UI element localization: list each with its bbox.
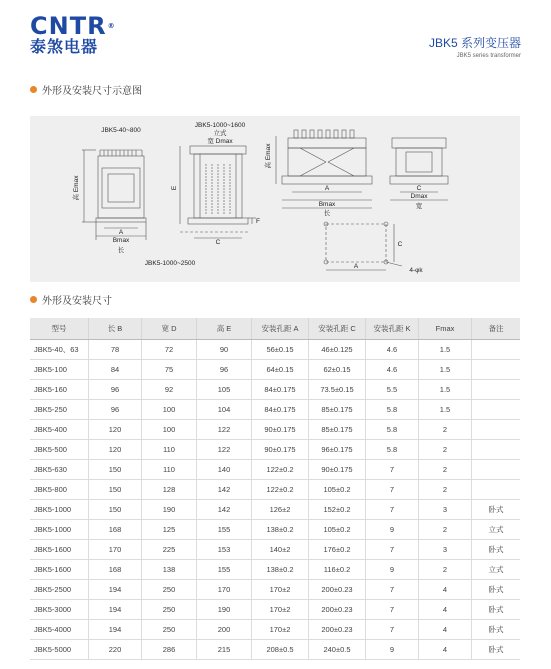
label-length-front: 长 (117, 247, 125, 254)
table-cell: 250 (142, 580, 197, 600)
col-header: 长 B (89, 318, 142, 340)
table-cell: 105±0.2 (309, 480, 366, 500)
table-cell: 7 (366, 580, 419, 600)
table-cell (472, 340, 521, 360)
table-row (30, 340, 520, 360)
table-cell: 92 (142, 380, 197, 400)
table-cell: 240±0.5 (309, 640, 366, 660)
table-cell: 122 (197, 420, 252, 440)
table-cell: 220 (89, 640, 142, 660)
table-header-row (30, 318, 520, 340)
table-cell: 215 (197, 640, 252, 660)
table-cell (472, 440, 521, 460)
table-row (30, 400, 520, 420)
table-row (30, 460, 520, 480)
label-width-dmax: 宽 Dmax (207, 138, 233, 145)
bullet-dot-icon (30, 86, 37, 93)
table-cell: 120 (89, 440, 142, 460)
table-row (30, 360, 520, 380)
table-cell: 84±0.175 (252, 400, 309, 420)
table-cell: 120 (89, 420, 142, 440)
table-cell: 116±0.2 (309, 560, 366, 580)
table-cell: 140±2 (252, 540, 309, 560)
table-cell: 200 (197, 620, 252, 640)
table-cell: 72 (142, 340, 197, 360)
section-table-heading (30, 292, 112, 307)
table-cell: 2 (419, 480, 472, 500)
table-row (30, 640, 520, 660)
label-a-front: A (118, 229, 124, 236)
table-cell (472, 420, 521, 440)
table-cell: JBK5-3000 (30, 600, 89, 620)
table-cell: 194 (89, 620, 142, 640)
table-cell: 168 (89, 560, 142, 580)
label-e-side: E (171, 185, 178, 191)
table-cell: JBK5-160 (30, 380, 89, 400)
label-length-top: 长 (323, 210, 331, 217)
registered-mark: ® (107, 22, 116, 30)
table-cell: 194 (89, 600, 142, 620)
label-f-side: F (256, 218, 260, 225)
table-cell: 126±2 (252, 500, 309, 520)
table-cell: 2 (419, 520, 472, 540)
table-row (30, 500, 520, 520)
col-header: 安装孔距 C (309, 318, 366, 340)
table-cell: 立式 (472, 560, 521, 580)
series-subtitle: JBK5 series transformer (456, 53, 521, 59)
table-cell: 62±0.15 (309, 360, 366, 380)
table-cell: 3 (419, 500, 472, 520)
dimension-diagram (30, 116, 520, 282)
table-cell: 1.5 (419, 380, 472, 400)
table-cell: JBK5-400 (30, 420, 89, 440)
table-row (30, 420, 520, 440)
table-row (30, 480, 520, 500)
table-cell: 140 (197, 460, 252, 480)
table-cell: JBK5-1600 (30, 560, 89, 580)
table-cell: 立式 (472, 520, 521, 540)
col-header: 高 E (197, 318, 252, 340)
table-cell: 190 (197, 600, 252, 620)
col-header: 安装孔距 A (252, 318, 309, 340)
col-header: 宽 D (142, 318, 197, 340)
table-cell: 250 (142, 620, 197, 640)
table-cell: 100 (142, 400, 197, 420)
table-cell: 150 (89, 500, 142, 520)
table-cell: 90±0.175 (309, 460, 366, 480)
table-cell: JBK5-630 (30, 460, 89, 480)
table-cell: 4.6 (366, 360, 419, 380)
table-cell: 84±0.175 (252, 380, 309, 400)
brand-logo (30, 14, 116, 56)
table-cell: 142 (197, 500, 252, 520)
table-cell: 176±0.2 (309, 540, 366, 560)
table-cell: 208±0.5 (252, 640, 309, 660)
table-cell: 7 (366, 500, 419, 520)
label-emax-top: 高 Emax (265, 143, 272, 169)
table-cell: JBK5-2500 (30, 580, 89, 600)
table-cell: 7 (366, 620, 419, 640)
table-cell: 128 (142, 480, 197, 500)
label-vertical: 立式 (213, 130, 227, 137)
table-cell: 200±0.23 (309, 600, 366, 620)
table-cell (472, 460, 521, 480)
label-hole-count: 4-φk (409, 267, 423, 274)
table-row (30, 600, 520, 620)
table-cell: 96 (197, 360, 252, 380)
table-cell: 170 (197, 580, 252, 600)
table-row (30, 440, 520, 460)
table-cell: 250 (142, 600, 197, 620)
terminal-row (294, 130, 354, 138)
table-cell: JBK5-1000 (30, 520, 89, 540)
table-cell: 9 (366, 560, 419, 580)
section-table-title: 外形及安装尺寸 (42, 296, 112, 307)
table-cell: 286 (142, 640, 197, 660)
table-cell: 90 (197, 340, 252, 360)
table-cell: 9 (366, 640, 419, 660)
label-emax-front: 高 Emax (73, 175, 80, 201)
bullet-dot-icon (30, 296, 37, 303)
table-cell (472, 480, 521, 500)
label-model-range-2: JBK5-1000~1600 (194, 122, 246, 129)
table-cell: 卧式 (472, 540, 521, 560)
table-cell: 73.5±0.15 (309, 380, 366, 400)
table-cell: 1.5 (419, 360, 472, 380)
col-header: 备注 (472, 318, 521, 340)
table-cell: 142 (197, 480, 252, 500)
table-cell: 96 (89, 380, 142, 400)
col-header: Fmax (419, 318, 472, 340)
table-cell: 2 (419, 560, 472, 580)
table-cell: 56±0.15 (252, 340, 309, 360)
table-cell: 190 (142, 500, 197, 520)
table-cell: 4 (419, 580, 472, 600)
table-cell: 9 (366, 520, 419, 540)
table-row (30, 580, 520, 600)
dimension-drawing (30, 116, 520, 282)
label-width-right: 宽 (415, 203, 423, 210)
table-row (30, 380, 520, 400)
table-cell: 125 (142, 520, 197, 540)
table-row (30, 540, 520, 560)
table-row (30, 560, 520, 580)
table-cell: 110 (142, 460, 197, 480)
series-title: JBK5 系列变压器 (428, 36, 521, 50)
table-cell: 78 (89, 340, 142, 360)
label-a-holes: A (353, 263, 359, 270)
table-cell: 90±0.175 (252, 440, 309, 460)
table-cell: 170±2 (252, 620, 309, 640)
table-cell: JBK5-1600 (30, 540, 89, 560)
table-cell: 170±2 (252, 600, 309, 620)
table-cell: 153 (197, 540, 252, 560)
table-cell: 122±0.2 (252, 460, 309, 480)
label-a-top: A (324, 185, 330, 192)
table-cell: 75 (142, 360, 197, 380)
table-cell: 卧式 (472, 580, 521, 600)
table-cell: 200±0.23 (309, 620, 366, 640)
table-cell: JBK5-800 (30, 480, 89, 500)
table-cell: 104 (197, 400, 252, 420)
label-dmax-right: Dmax (410, 193, 428, 200)
brand-name-cn: 泰煞电器 (30, 37, 99, 56)
table-cell: 200±0.23 (309, 580, 366, 600)
label-bmax-front: Bmax (112, 237, 130, 244)
table-cell: 4 (419, 640, 472, 660)
table-cell: 卧式 (472, 600, 521, 620)
table-cell: 3 (419, 540, 472, 560)
table-cell: 2 (419, 440, 472, 460)
col-header: 型号 (30, 318, 89, 340)
table-body (30, 340, 520, 660)
table-cell: 90±0.175 (252, 420, 309, 440)
label-c-right: C (416, 185, 422, 192)
table-cell (472, 400, 521, 420)
table-cell: 122±0.2 (252, 480, 309, 500)
table-cell: 85±0.175 (309, 400, 366, 420)
table-row (30, 620, 520, 640)
table-cell: 5.8 (366, 420, 419, 440)
label-c-side: C (215, 239, 221, 246)
table-cell: JBK5-500 (30, 440, 89, 460)
table-cell: 5.8 (366, 440, 419, 460)
table-cell: 64±0.15 (252, 360, 309, 380)
table-cell: 96±0.175 (309, 440, 366, 460)
table-cell: 4.6 (366, 340, 419, 360)
table-cell: 194 (89, 580, 142, 600)
brand-name-en: CNTR (30, 12, 107, 40)
table-cell: 105±0.2 (309, 520, 366, 540)
table-row (30, 520, 520, 540)
table-cell: 1.5 (419, 340, 472, 360)
col-header: 安装孔距 K (366, 318, 419, 340)
table-cell: 105 (197, 380, 252, 400)
table-cell: JBK5-4000 (30, 620, 89, 640)
table-cell: 7 (366, 460, 419, 480)
table-cell: 138 (142, 560, 197, 580)
table-cell: 1.5 (419, 400, 472, 420)
table-cell: 5.5 (366, 380, 419, 400)
table-cell: 155 (197, 520, 252, 540)
label-model-range-3: JBK5-1000~2500 (144, 260, 196, 267)
table-cell: 卧式 (472, 620, 521, 640)
table-cell: 110 (142, 440, 197, 460)
table-cell: 170±2 (252, 580, 309, 600)
section-diagram-title: 外形及安装尺寸示意图 (42, 86, 142, 97)
table-cell: 2 (419, 420, 472, 440)
table-cell: JBK5-100 (30, 360, 89, 380)
table-cell: JBK5-5000 (30, 640, 89, 660)
label-model-range-1: JBK5-40~800 (101, 127, 141, 134)
transformer-front-outline (98, 156, 144, 218)
table-cell: 122 (197, 440, 252, 460)
series-header (429, 34, 521, 59)
table-cell: 7 (366, 540, 419, 560)
table-cell: 7 (366, 480, 419, 500)
table-cell: 96 (89, 400, 142, 420)
table-cell: 卧式 (472, 500, 521, 520)
terminal-block (104, 150, 136, 156)
table-cell: 84 (89, 360, 142, 380)
table-cell: 5.8 (366, 400, 419, 420)
table-cell: 85±0.175 (309, 420, 366, 440)
label-c-holes: C (397, 241, 403, 248)
table-cell: 2 (419, 460, 472, 480)
table-cell: 4 (419, 600, 472, 620)
table-cell: 170 (89, 540, 142, 560)
table-cell: 46±0.125 (309, 340, 366, 360)
table-cell: 100 (142, 420, 197, 440)
table-cell: 150 (89, 480, 142, 500)
table-cell: JBK5-250 (30, 400, 89, 420)
table-cell: 7 (366, 600, 419, 620)
table-cell: 152±0.2 (309, 500, 366, 520)
table-cell: 卧式 (472, 640, 521, 660)
table-cell: 155 (197, 560, 252, 580)
table-cell (472, 380, 521, 400)
table-cell: 138±0.2 (252, 560, 309, 580)
section-diagram-heading (30, 82, 142, 97)
table-cell: JBK5-40、63 (30, 340, 89, 360)
table-cell: 150 (89, 460, 142, 480)
table-cell: JBK5-1000 (30, 500, 89, 520)
label-bmax-top: Bmax (318, 201, 336, 208)
table-cell: 168 (89, 520, 142, 540)
table-cell: 225 (142, 540, 197, 560)
table-cell: 4 (419, 620, 472, 640)
dimension-table (30, 318, 520, 660)
table-cell: 138±0.2 (252, 520, 309, 540)
table-cell (472, 360, 521, 380)
